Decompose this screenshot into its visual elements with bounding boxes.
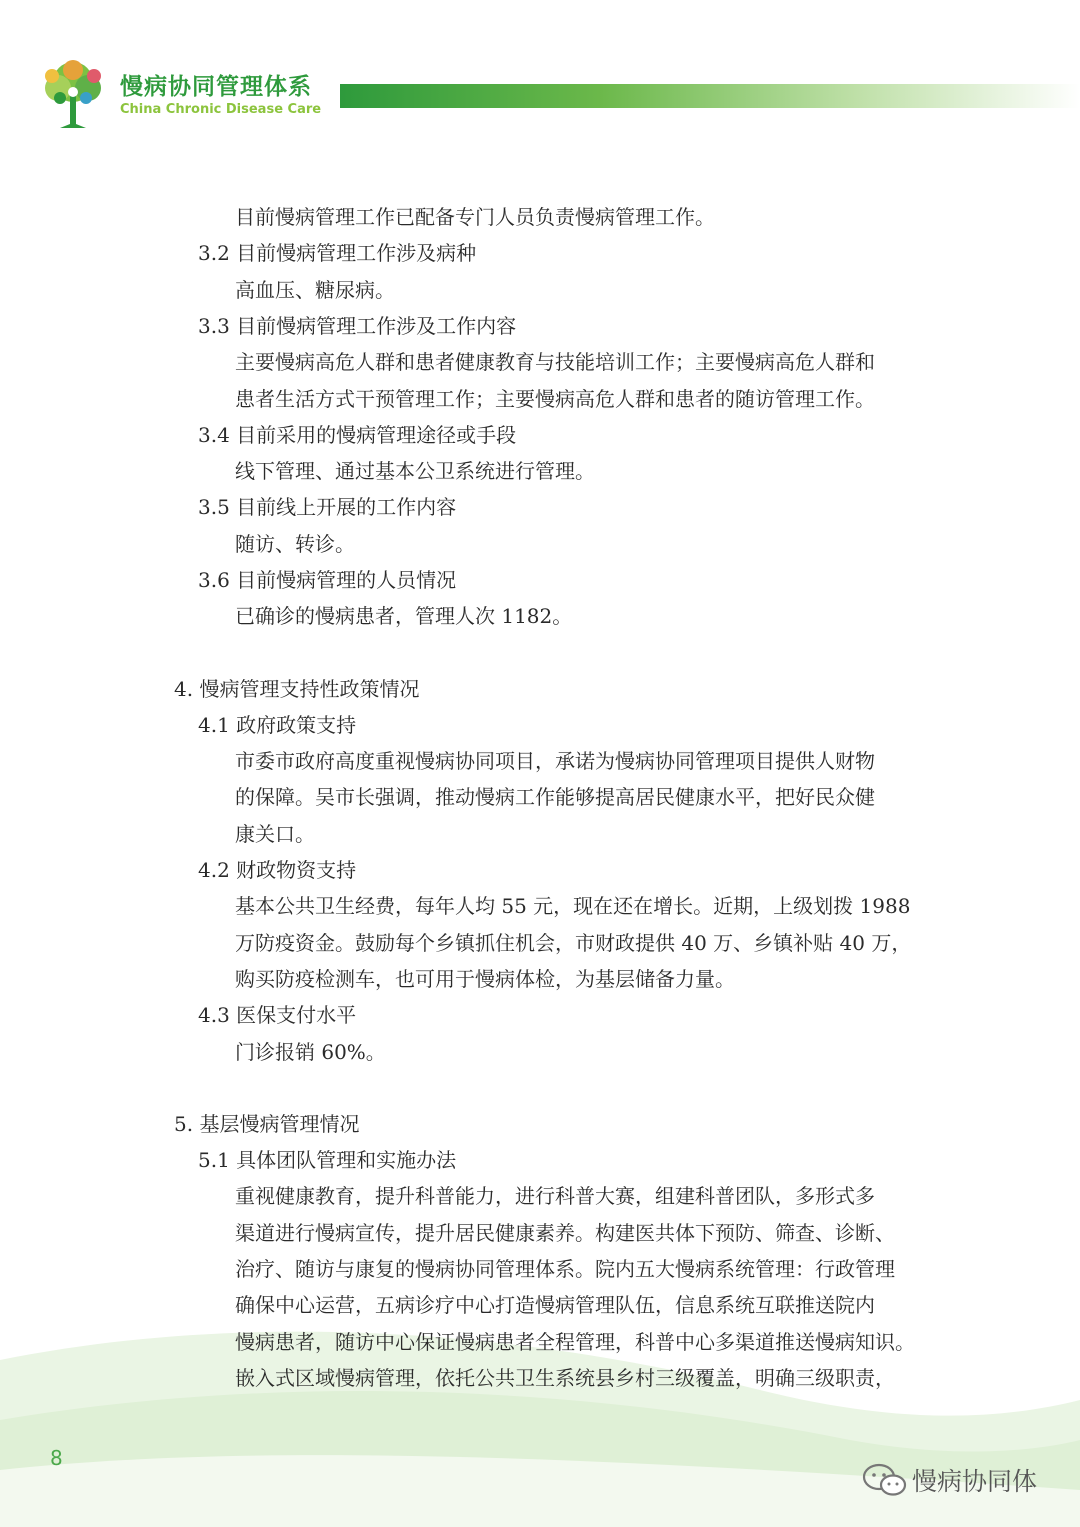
- page-number: 8: [50, 1446, 63, 1470]
- paragraph-line: 高血压、糖尿病。: [235, 278, 395, 302]
- brand-subtitle: China Chronic Disease Care: [120, 102, 322, 117]
- brand-title: 慢病协同管理体系: [120, 74, 312, 100]
- paragraph-line: 目前慢病管理工作已配备专门人员负责慢病管理工作。: [235, 205, 715, 229]
- subsection-heading: 3.2 目前慢病管理工作涉及病种: [198, 241, 477, 265]
- paragraph-line: 购买防疫检测车，也可用于慢病体检，为基层储备力量。: [235, 967, 735, 991]
- paragraph-line: 确保中心运营，五病诊疗中心打造慢病管理队伍，信息系统互联推送院内: [235, 1293, 875, 1317]
- paragraph-line: 主要慢病高危人群和患者健康教育与技能培训工作；主要慢病高危人群和: [235, 350, 875, 374]
- subsection-heading: 4.1 政府政策支持: [198, 713, 357, 737]
- paragraph-line: 线下管理、通过基本公卫系统进行管理。: [235, 459, 595, 483]
- paragraph-line: 的保障。吴市长强调，推动慢病工作能够提高居民健康水平，把好民众健: [235, 785, 875, 809]
- subsection-heading: 3.5 目前线上开展的工作内容: [198, 495, 457, 519]
- subsection-heading: 3.3 目前慢病管理工作涉及工作内容: [198, 314, 517, 338]
- paragraph-line: 慢病患者，随访中心保证慢病患者全程管理，科普中心多渠道推送慢病知识。: [235, 1330, 915, 1354]
- paragraph-line: 市委市政府高度重视慢病协同项目，承诺为慢病协同管理项目提供人财物: [235, 749, 875, 773]
- subsection-heading: 3.4 目前采用的慢病管理途径或手段: [198, 423, 517, 447]
- subsection-heading: 4.2 财政物资支持: [198, 858, 357, 882]
- paragraph-line: 治疗、随访与康复的慢病协同管理体系。院内五大慢病系统管理：行政管理: [235, 1257, 895, 1281]
- paragraph-line: 康关口。: [235, 822, 315, 846]
- paragraph-line: 嵌入式区域慢病管理，依托公共卫生系统县乡村三级覆盖，明确三级职责，: [235, 1366, 895, 1390]
- subsection-heading: 3.6 目前慢病管理的人员情况: [198, 568, 457, 592]
- header-gradient-bar: [340, 84, 1080, 108]
- paragraph-line: 随访、转诊。: [235, 532, 355, 556]
- section-heading: 4. 慢病管理支持性政策情况: [174, 677, 420, 701]
- subsection-heading: 5.1 具体团队管理和实施办法: [198, 1148, 457, 1172]
- watermark-text: 慢病协同体: [912, 1467, 1038, 1496]
- paragraph-line: 重视健康教育，提升科普能力，进行科普大赛，组建科普团队，多形式多: [235, 1184, 875, 1208]
- paragraph-line: 门诊报销 60%。: [235, 1040, 386, 1064]
- paragraph-line: 已确诊的慢病患者，管理人次 1182。: [235, 604, 573, 628]
- paragraph-line: 基本公共卫生经费，每年人均 55 元，现在还在增长。近期，上级划拨 1988: [235, 894, 911, 918]
- tree-logo-icon: [38, 58, 108, 130]
- paragraph-line: 患者生活方式干预管理工作；主要慢病高危人群和患者的随访管理工作。: [235, 387, 875, 411]
- section-heading: 5. 基层慢病管理情况: [174, 1112, 360, 1136]
- page-header: [0, 0, 1080, 140]
- wechat-icon: [862, 1462, 908, 1498]
- paragraph-line: 万防疫资金。鼓励每个乡镇抓住机会，市财政提供 40 万、乡镇补贴 40 万，: [235, 931, 912, 955]
- subsection-heading: 4.3 医保支付水平: [198, 1003, 357, 1027]
- paragraph-line: 渠道进行慢病宣传，提升居民健康素养。构建医共体下预防、筛查、诊断、: [235, 1221, 895, 1245]
